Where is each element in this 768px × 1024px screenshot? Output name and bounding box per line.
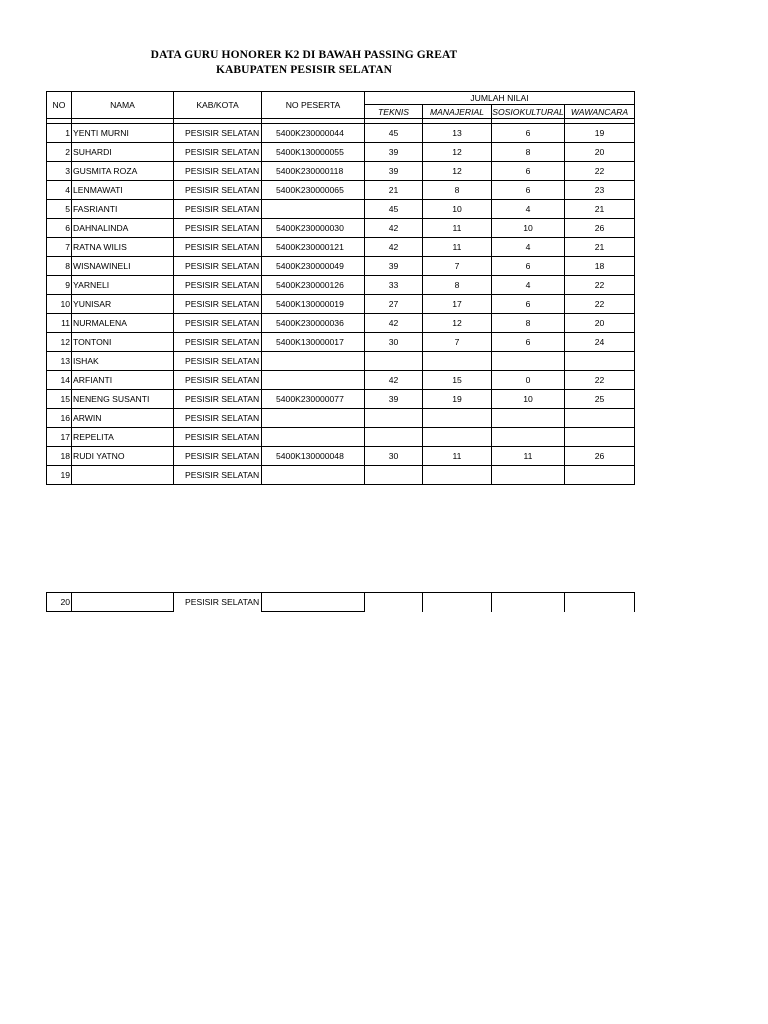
cell-wawancara: 22 [565,276,635,295]
cell-no-peserta [262,466,365,485]
cell-wawancara [565,466,635,485]
cell-no: 11 [47,314,72,333]
cell-manajerial [423,409,492,428]
cell-wawancara: 23 [565,181,635,200]
table-row [47,447,635,466]
table-row [47,162,635,181]
cell-manajerial: 12 [423,314,492,333]
cell-sosiokultural: 6 [492,333,565,352]
cell-manajerial: 8 [423,276,492,295]
cell-no: 17 [47,428,72,447]
table-row [47,409,635,428]
cell-no: 6 [47,219,72,238]
header-kab-kota: KAB/KOTA [174,92,262,119]
cell-manajerial: 11 [423,219,492,238]
cell-sosiokultural: 4 [492,276,565,295]
cell-kab-kota: PESISIR SELATAN [174,390,262,409]
cell-sosiokultural: 6 [492,181,565,200]
cell-no-peserta [262,200,365,219]
cell-no-peserta: 5400K230000030 [262,219,365,238]
cell-nama: GUSMITA ROZA [72,162,174,181]
data-table [46,91,635,485]
cell-teknis [365,466,423,485]
table-row [47,428,635,447]
cell-kab-kota: PESISIR SELATAN [174,219,262,238]
cell-kab-kota: PESISIR SELATAN [174,238,262,257]
cell-wawancara [565,593,635,612]
cell-no-peserta: 5400K230000126 [262,276,365,295]
cell-manajerial: 11 [423,238,492,257]
cell-no: 9 [47,276,72,295]
cell-teknis: 27 [365,295,423,314]
cell-sosiokultural: 6 [492,295,565,314]
cell-no-peserta [262,352,365,371]
cell-kab-kota: PESISIR SELATAN [174,162,262,181]
cell-wawancara: 26 [565,447,635,466]
cell-teknis: 39 [365,143,423,162]
cell-kab-kota: PESISIR SELATAN [174,257,262,276]
cell-teknis [365,409,423,428]
cell-kab-kota: PESISIR SELATAN [174,466,262,485]
table-row [47,143,635,162]
header-jumlah-nilai: JUMLAH NILAI [365,92,635,105]
cell-no-peserta: 5400K230000118 [262,162,365,181]
cell-sosiokultural: 4 [492,200,565,219]
header-sosiokultural: SOSIOKULTURAL [492,106,564,117]
cell-nama: DAHNALINDA [72,219,174,238]
header-nama: NAMA [72,92,174,119]
cell-no: 4 [47,181,72,200]
cell-sosiokultural [492,428,565,447]
cell-kab-kota: PESISIR SELATAN [174,314,262,333]
cell-teknis: 42 [365,238,423,257]
cell-no-peserta: 5400K230000121 [262,238,365,257]
cell-manajerial: 17 [423,295,492,314]
cell-no-peserta: 5400K230000044 [262,124,365,143]
document-subtitle: KABUPATEN PESISIR SELATAN [215,64,393,76]
cell-manajerial: 12 [423,143,492,162]
cell-no: 13 [47,352,72,371]
cell-manajerial [423,466,492,485]
cell-no-peserta [262,409,365,428]
cell-sosiokultural: 4 [492,238,565,257]
cell-teknis: 42 [365,371,423,390]
cell-no-peserta [262,428,365,447]
cell-kab-kota: PESISIR SELATAN [174,352,262,371]
cell-no: 19 [47,466,72,485]
cell-nama: ISHAK [72,352,174,371]
table-row [47,181,635,200]
header-no-peserta: NO PESERTA [262,92,365,119]
cell-kab-kota: PESISIR SELATAN [174,409,262,428]
cell-nama: YENTI MURNI [72,124,174,143]
header-wawancara: WAWANCARA [565,105,635,119]
cell-kab-kota: PESISIR SELATAN [174,276,262,295]
cell-no-peserta: 5400K230000036 [262,314,365,333]
cell-teknis [365,352,423,371]
cell-no-peserta: 5400K230000049 [262,257,365,276]
table-row [47,371,635,390]
cell-kab-kota: PESISIR SELATAN [174,295,262,314]
cell-manajerial: 13 [423,124,492,143]
header-no: NO [47,92,72,119]
cell-sosiokultural [492,593,565,612]
cell-teknis [365,593,423,612]
cell-teknis: 39 [365,257,423,276]
cell-teknis: 45 [365,200,423,219]
cell-nama: REPELITA [72,428,174,447]
table-row [47,276,635,295]
cell-manajerial: 15 [423,371,492,390]
table-row [47,219,635,238]
cell-no-peserta: 5400K230000065 [262,181,365,200]
cell-wawancara [565,352,635,371]
cell-wawancara: 19 [565,124,635,143]
cell-no: 12 [47,333,72,352]
cell-kab-kota: PESISIR SELATAN [174,200,262,219]
table-row [47,593,635,612]
cell-wawancara [565,409,635,428]
cell-teknis: 42 [365,314,423,333]
cell-kab-kota: PESISIR SELATAN [174,371,262,390]
header-teknis: TEKNIS [365,105,423,119]
cell-nama: YARNELI [72,276,174,295]
cell-kab-kota: PESISIR SELATAN [174,181,262,200]
cell-nama [72,593,174,612]
cell-no: 2 [47,143,72,162]
cell-sosiokultural: 10 [492,390,565,409]
document-title: DATA GURU HONORER K2 DI BAWAH PASSING GREAT [150,49,458,61]
cell-no-peserta [262,593,365,612]
cell-teknis: 39 [365,162,423,181]
cell-no-peserta: 5400K130000017 [262,333,365,352]
cell-wawancara [565,428,635,447]
cell-manajerial: 8 [423,181,492,200]
cell-kab-kota: PESISIR SELATAN [174,593,262,612]
cell-no-peserta [262,371,365,390]
table-row [47,295,635,314]
cell-nama: WISNAWINELI [72,257,174,276]
cell-manajerial [423,593,492,612]
cell-teknis: 21 [365,181,423,200]
cell-nama: SUHARDI [72,143,174,162]
cell-sosiokultural: 10 [492,219,565,238]
table-row [47,257,635,276]
cell-manajerial: 10 [423,200,492,219]
cell-kab-kota: PESISIR SELATAN [174,143,262,162]
cell-no-peserta: 5400K130000019 [262,295,365,314]
cell-nama: ARWIN [72,409,174,428]
cell-nama [72,466,174,485]
table-row [47,352,635,371]
table-row [47,124,635,143]
cell-teknis: 30 [365,333,423,352]
cell-no: 14 [47,371,72,390]
cell-wawancara: 22 [565,162,635,181]
table-row [47,333,635,352]
cell-kab-kota: PESISIR SELATAN [174,447,262,466]
cell-no-peserta: 5400K130000055 [262,143,365,162]
table-row [47,238,635,257]
table-row [47,390,635,409]
cell-kab-kota: PESISIR SELATAN [174,124,262,143]
cell-manajerial: 11 [423,447,492,466]
cell-no-peserta: 5400K130000048 [262,447,365,466]
cell-teknis: 30 [365,447,423,466]
cell-nama: NURMALENA [72,314,174,333]
table-row [47,314,635,333]
cell-no: 3 [47,162,72,181]
cell-nama: TONTONI [72,333,174,352]
cell-teknis: 39 [365,390,423,409]
cell-no: 10 [47,295,72,314]
cell-wawancara: 22 [565,295,635,314]
cell-sosiokultural: 6 [492,257,565,276]
cell-manajerial: 7 [423,333,492,352]
cell-wawancara: 21 [565,200,635,219]
cell-wawancara: 20 [565,314,635,333]
cell-sosiokultural [492,352,565,371]
cell-wawancara: 24 [565,333,635,352]
cell-nama: FASRIANTI [72,200,174,219]
cell-nama: RATNA WILIS [72,238,174,257]
cell-wawancara: 21 [565,238,635,257]
cell-sosiokultural [492,466,565,485]
cell-sosiokultural [492,409,565,428]
cell-sosiokultural: 8 [492,314,565,333]
cell-sosiokultural: 0 [492,371,565,390]
cell-nama: NENENG SUSANTI [72,390,174,409]
cell-manajerial: 19 [423,390,492,409]
cell-wawancara: 18 [565,257,635,276]
cell-no: 1 [47,124,72,143]
cell-teknis: 33 [365,276,423,295]
cell-no: 8 [47,257,72,276]
cell-wawancara: 20 [565,143,635,162]
cell-no: 20 [47,593,72,612]
cell-wawancara: 26 [565,219,635,238]
cell-kab-kota: PESISIR SELATAN [174,333,262,352]
cell-nama: YUNISAR [72,295,174,314]
cell-sosiokultural: 8 [492,143,565,162]
table-row [47,466,635,485]
cell-sosiokultural: 6 [492,124,565,143]
cell-manajerial [423,352,492,371]
table-row [47,200,635,219]
cell-manajerial [423,428,492,447]
cell-no: 15 [47,390,72,409]
cell-kab-kota: PESISIR SELATAN [174,428,262,447]
cell-manajerial: 12 [423,162,492,181]
cell-no: 7 [47,238,72,257]
cell-teknis: 45 [365,124,423,143]
cell-sosiokultural: 6 [492,162,565,181]
cell-teknis [365,428,423,447]
cell-teknis: 42 [365,219,423,238]
cell-no: 5 [47,200,72,219]
cell-nama: ARFIANTI [72,371,174,390]
cell-nama: RUDI YATNO [72,447,174,466]
cell-wawancara: 25 [565,390,635,409]
data-table-continued [46,592,635,612]
cell-nama: LENMAWATI [72,181,174,200]
cell-no-peserta: 5400K230000077 [262,390,365,409]
cell-wawancara: 22 [565,371,635,390]
header-manajerial: MANAJERIAL [423,105,492,119]
cell-manajerial: 7 [423,257,492,276]
cell-sosiokultural: 11 [492,447,565,466]
cell-no: 18 [47,447,72,466]
cell-no: 16 [47,409,72,428]
